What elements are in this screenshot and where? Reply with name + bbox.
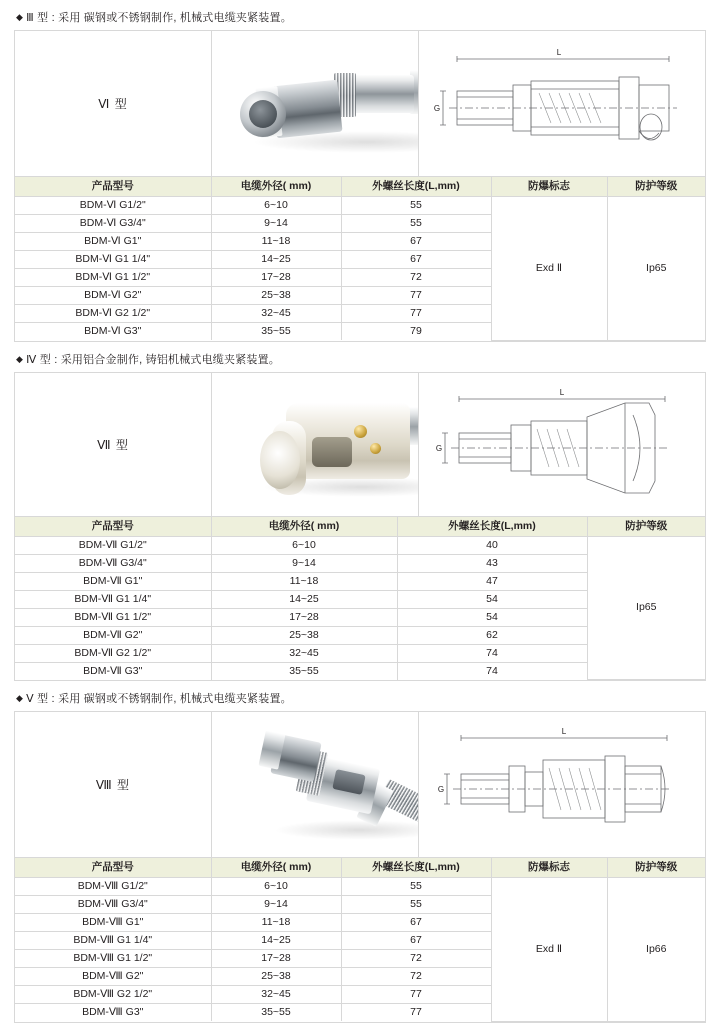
cell-ip: Ip65: [587, 536, 705, 680]
cell-length: 67: [341, 914, 491, 932]
drawing-label-length: L: [561, 727, 567, 736]
spec-table-7: [15, 516, 705, 681]
spec-table-6: [15, 176, 705, 341]
col-length: 外螺丝长度(L,mm): [397, 516, 587, 536]
col-model: 产品型号: [15, 858, 211, 878]
col-ex-mark: 防爆标志: [491, 858, 607, 878]
product-drawing-8: [419, 712, 705, 857]
product-drawing-6: [419, 31, 705, 176]
cell-od: 17~28: [211, 269, 341, 287]
cell-length: 74: [397, 644, 587, 662]
cell-model: BDM-Ⅵ G2": [15, 287, 211, 305]
drawing-label-thread: G: [437, 785, 445, 794]
col-od: 电缆外径( mm): [211, 516, 397, 536]
cell-model: BDM-Ⅵ G1/2": [15, 197, 211, 215]
cell-od: 32~45: [211, 644, 397, 662]
type-label: Ⅶ 型: [97, 437, 129, 452]
cell-model: BDM-Ⅶ G3": [15, 662, 211, 680]
cell-model: BDM-Ⅵ G1 1/2": [15, 269, 211, 287]
cell-length: 55: [341, 896, 491, 914]
cell-od: 25~38: [211, 968, 341, 986]
type-label: Ⅷ 型: [95, 778, 131, 792]
cell-model: BDM-Ⅷ G3": [15, 1004, 211, 1022]
cell-od: 6~10: [211, 536, 397, 554]
drawing-label-length: L: [559, 387, 565, 397]
cell-od: 25~38: [211, 626, 397, 644]
cell-od: 9~14: [211, 896, 341, 914]
cell-od: 17~28: [211, 950, 341, 968]
col-ip: 防护等级: [607, 858, 705, 878]
cell-length: 72: [341, 968, 491, 986]
cell-od: 25~38: [211, 287, 341, 305]
cell-model: BDM-Ⅷ G2 1/2": [15, 986, 211, 1004]
cell-od: 32~45: [211, 986, 341, 1004]
cell-length: 47: [397, 572, 587, 590]
col-model: 产品型号: [15, 516, 211, 536]
cell-od: 6~10: [211, 878, 341, 896]
cell-length: 55: [341, 197, 491, 215]
drawing-label-thread: G: [435, 443, 443, 453]
cell-length: 43: [397, 554, 587, 572]
col-ex-mark: 防爆标志: [491, 177, 607, 197]
visual-row: [15, 712, 705, 857]
technical-drawing-svg: [419, 31, 705, 176]
cell-model: BDM-Ⅶ G2": [15, 626, 211, 644]
cell-length: 67: [341, 233, 491, 251]
type-label-cell: [15, 31, 212, 176]
cell-model: BDM-Ⅶ G1 1/4": [15, 590, 211, 608]
section-type-7: [14, 342, 706, 682]
cell-length: 67: [341, 251, 491, 269]
cell-length: 54: [397, 590, 587, 608]
cell-model: BDM-Ⅷ G1 1/2": [15, 950, 211, 968]
cell-od: 11~18: [211, 914, 341, 932]
cell-length: 40: [397, 536, 587, 554]
table-header-row: [15, 177, 705, 197]
cell-od: 14~25: [211, 932, 341, 950]
section-caption: ◆ Ⅴ 型 : 采用 碳钢或不锈钢制作, 机械式电缆夹紧装置。: [16, 693, 292, 705]
cell-od: 35~55: [211, 323, 341, 341]
cell-model: BDM-Ⅶ G1 1/2": [15, 608, 211, 626]
diamond-bullet-icon: ◆: [16, 12, 24, 22]
cell-length: 77: [341, 986, 491, 1004]
diamond-bullet-icon: ◆: [16, 353, 24, 364]
cell-model: BDM-Ⅵ G1": [15, 233, 211, 251]
gland-photo-art: [242, 391, 419, 501]
cell-od: 11~18: [211, 233, 341, 251]
cell-length: 62: [397, 626, 587, 644]
cell-length: 72: [341, 950, 491, 968]
cell-od: 9~14: [211, 215, 341, 233]
col-ip: 防护等级: [607, 177, 705, 197]
cell-od: 14~25: [211, 251, 341, 269]
section-caption: ◆ Ⅳ 型 : 采用铝合金制作, 铸铝机械式电缆夹紧装置。: [16, 353, 281, 366]
col-od: 电缆外径( mm): [211, 177, 341, 197]
cell-model: BDM-Ⅷ G1": [15, 914, 211, 932]
cell-length: 77: [341, 1004, 491, 1022]
gland-photo-art: [234, 57, 419, 153]
cell-model: BDM-Ⅵ G3/4": [15, 215, 211, 233]
cell-length: 77: [341, 287, 491, 305]
col-model: 产品型号: [15, 177, 211, 197]
drawing-label-length: L: [556, 48, 562, 57]
product-drawing-7: [419, 373, 705, 516]
cell-od: 17~28: [211, 608, 397, 626]
cell-model: BDM-Ⅶ G2 1/2": [15, 644, 211, 662]
type-label-cell: [15, 712, 212, 857]
cell-ip: Ip66: [607, 878, 705, 1022]
cell-od: 35~55: [211, 662, 397, 680]
table-row: [15, 197, 705, 215]
cell-length: 67: [341, 932, 491, 950]
cell-od: 14~25: [211, 590, 397, 608]
cell-model: BDM-Ⅷ G1/2": [15, 878, 211, 896]
table-row: [15, 878, 705, 896]
visual-row: [15, 31, 705, 176]
section-type-6: [14, 0, 706, 342]
cell-ex-mark: Exd Ⅱ: [491, 878, 607, 1022]
col-od: 电缆外径( mm): [211, 858, 341, 878]
cell-model: BDM-Ⅷ G2": [15, 968, 211, 986]
product-photo-7: [212, 373, 419, 516]
col-length: 外螺丝长度(L,mm): [341, 858, 491, 878]
cell-length: 55: [341, 878, 491, 896]
cell-length: 79: [341, 323, 491, 341]
technical-drawing-svg: [419, 712, 705, 857]
cell-model: BDM-Ⅷ G1 1/4": [15, 932, 211, 950]
table-header-row: [15, 858, 705, 878]
cell-length: 74: [397, 662, 587, 680]
product-block: [14, 711, 706, 1023]
product-block: [14, 30, 706, 342]
cell-model: BDM-Ⅵ G1 1/4": [15, 251, 211, 269]
gland-photo-art: [248, 728, 419, 844]
table-row: [15, 536, 705, 554]
visual-row: [15, 373, 705, 516]
section-caption: ◆ Ⅲ 型 : 采用 碳钢或不锈钢制作, 机械式电缆夹紧装置。: [16, 12, 292, 24]
product-block: [14, 372, 706, 682]
cell-model: BDM-Ⅵ G3": [15, 323, 211, 341]
col-length: 外螺丝长度(L,mm): [341, 177, 491, 197]
type-label-cell: [15, 373, 212, 516]
cell-model: BDM-Ⅶ G3/4": [15, 554, 211, 572]
product-photo-8: [212, 712, 419, 857]
cell-model: BDM-Ⅷ G3/4": [15, 896, 211, 914]
cell-model: BDM-Ⅶ G1/2": [15, 536, 211, 554]
drawing-label-thread: G: [433, 104, 441, 113]
cell-length: 77: [341, 305, 491, 323]
cell-model: BDM-Ⅶ G1": [15, 572, 211, 590]
cell-ex-mark: Exd Ⅱ: [491, 197, 607, 341]
cell-od: 9~14: [211, 554, 397, 572]
cell-od: 6~10: [211, 197, 341, 215]
cell-length: 55: [341, 215, 491, 233]
section-type-8: [14, 681, 706, 1023]
spec-table-8: [15, 857, 705, 1022]
cell-model: BDM-Ⅵ G2 1/2": [15, 305, 211, 323]
cell-od: 11~18: [211, 572, 397, 590]
table-header-row: [15, 516, 705, 536]
product-photo-6: [212, 31, 419, 176]
cell-ip: Ip65: [607, 197, 705, 341]
technical-drawing-svg: [419, 373, 705, 516]
col-ip: 防护等级: [587, 516, 705, 536]
cell-length: 72: [341, 269, 491, 287]
diamond-bullet-icon: ◆: [16, 693, 24, 703]
cell-od: 32~45: [211, 305, 341, 323]
cell-length: 54: [397, 608, 587, 626]
type-label: Ⅵ 型: [98, 97, 128, 111]
cell-od: 35~55: [211, 1004, 341, 1022]
